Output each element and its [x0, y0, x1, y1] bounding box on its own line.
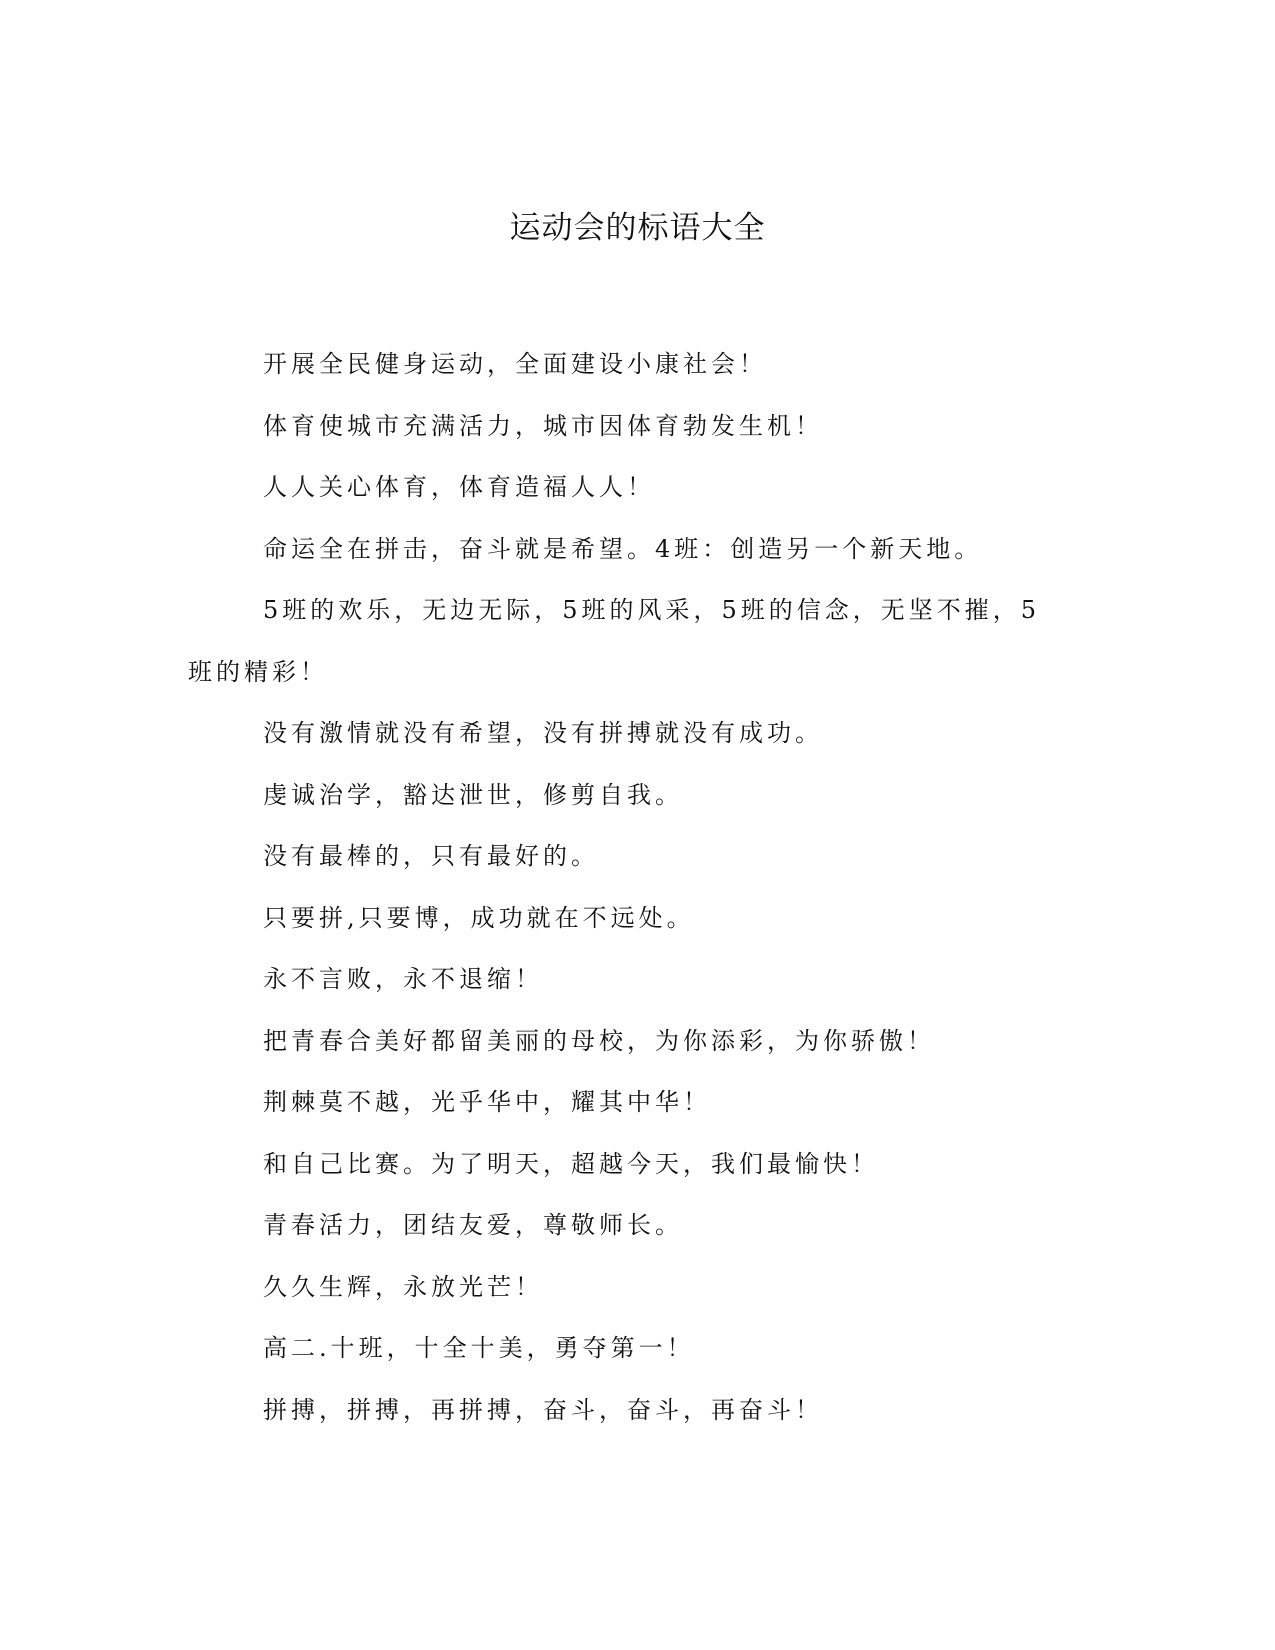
slogan-paragraph: 人人关心体育，体育造福人人！	[263, 473, 655, 501]
slogan-paragraph: 没有最棒的，只有最好的。	[263, 842, 599, 870]
document-body	[188, 334, 1068, 1441]
slogan-paragraph: 虔诚治学，豁达泄世，修剪自我。	[263, 780, 683, 809]
slogan-paragraph: 永不言败，永不退缩！	[263, 965, 543, 993]
slogan-paragraph: 把青春合美好都留美丽的母校，为你添彩，为你骄傲！	[263, 1026, 935, 1055]
slogan-paragraph: 5班的欢乐，无边无际，5班的风采，5班的信念，无坚不摧，5班的精彩！	[188, 596, 1041, 686]
slogan-paragraph: 命运全在拼击，奋斗就是希望。4班：创造另一个新天地。	[263, 534, 983, 563]
slogan-paragraph: 和自己比赛。为了明天，超越今天，我们最愉快！	[263, 1149, 879, 1178]
slogan-paragraph: 久久生辉，永放光芒！	[263, 1272, 543, 1301]
slogan-paragraph: 荆棘莫不越，光乎华中，耀其中华！	[263, 1088, 711, 1116]
slogan-paragraph: 只要拼,只要博，成功就在不远处。	[263, 903, 695, 932]
document-title: 运动会的标语大全	[509, 210, 766, 246]
slogan-paragraph: 拼搏，拼搏，再拼搏，奋斗，奋斗，再奋斗！	[263, 1395, 823, 1424]
slogan-paragraph: 体育使城市充满活力，城市因体育勃发生机！	[263, 411, 823, 440]
slogan-paragraph: 没有激情就没有希望，没有拼搏就没有成功。	[263, 719, 823, 747]
slogan-paragraph: 青春活力，团结友爱，尊敬师长。	[263, 1211, 683, 1239]
slogan-paragraph: 开展全民健身运动，全面建设小康社会！	[263, 350, 767, 378]
slogan-paragraph: 高二.十班，十全十美，勇夺第一！	[263, 1334, 695, 1362]
